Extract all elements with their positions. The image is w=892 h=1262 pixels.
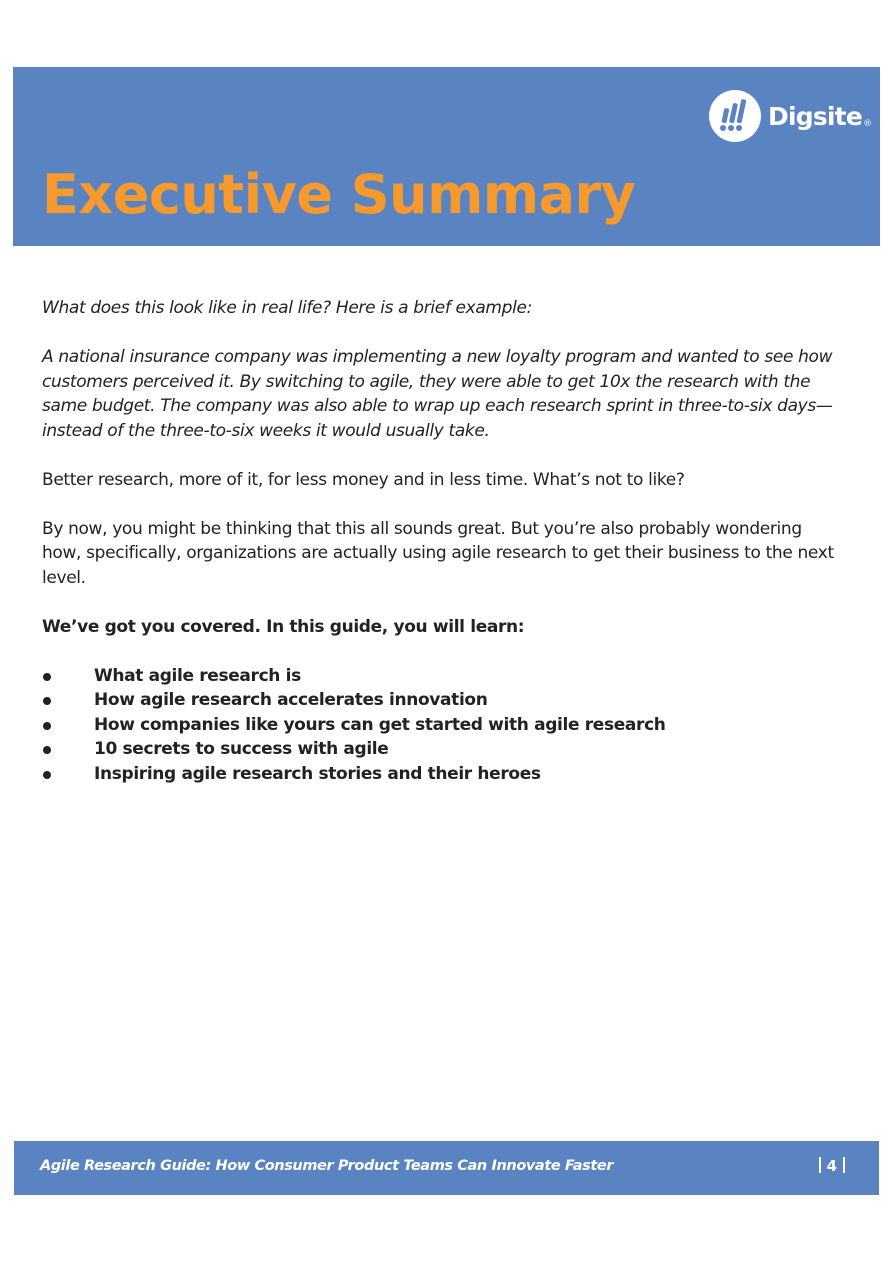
bullet-icon [43,722,51,730]
list-item-text: How agile research accelerates innovation [94,690,488,710]
covered-heading: We’ve got you covered. In this guide, you will learn: [42,616,525,637]
better-paragraph: Better research, more of it, for less money and in less time. What’s not to like? [42,469,685,490]
logo-wordmark: Digsite [768,101,862,131]
logo-registered-mark: ® [862,119,872,129]
example-paragraph: A national insurance company was implementing a new loyalty program and wanted to see how customers perceived it. By switching to agile, they were able to get 10x the research with the same budget. The company was also able to wrap up each research sprint in three-to-six days—instead of the three-to-six weeks it would usually take. [42,347,833,441]
page-number-value: 4 [826,1157,837,1175]
by-now-paragraph: By now, you might be thinking that this all sounds great. But you’re also probably wondering how, specifically, organizations are actually using agile research to get their business to the next level. [42,518,834,588]
intro-paragraph: What does this look like in real life? Here is a brief example: [42,298,532,318]
footer-guide-title: Agile Research Guide: How Consumer Product Teams Can Innovate Faster [40,1158,614,1174]
digsite-logo [708,89,872,143]
page-separator-left [819,1157,821,1173]
list-item [42,688,842,713]
learning-list [42,664,842,787]
header-banner [13,67,880,246]
digsite-logo-icon [708,89,762,143]
page-separator-right [843,1157,845,1173]
footer-bar [14,1141,879,1195]
list-item [42,713,842,738]
bullet-icon [43,673,51,681]
list-item-text: 10 secrets to success with agile [94,739,389,759]
page-title: Executive Summary [42,163,636,226]
list-item-text: What agile research is [94,665,301,686]
bullet-icon [43,697,51,705]
bullet-icon [43,771,51,779]
list-item [42,762,842,787]
list-item-text: Inspiring agile research stories and their heroes [94,763,541,784]
page-number [813,1157,851,1175]
body-content [42,296,842,786]
bullet-icon [43,746,51,754]
list-item [42,737,842,762]
list-item [42,664,842,689]
list-item-text: How companies like yours can get started with agile research [94,714,666,735]
